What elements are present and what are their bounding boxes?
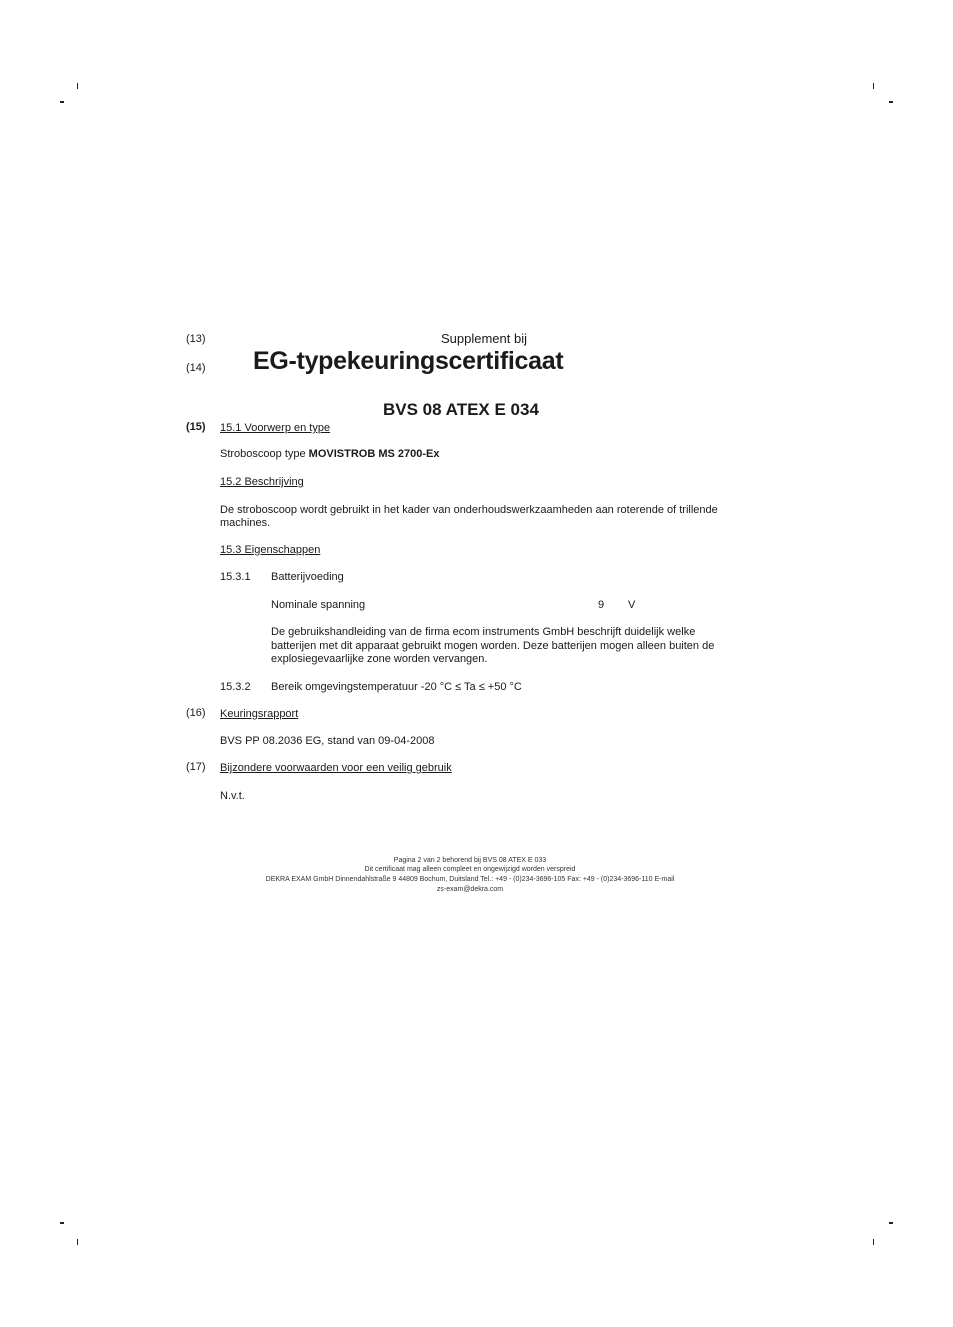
description-line-1: De stroboscoop wordt gebruikt in het kader van onderhoudswerkzaamheden aan roterende of trillende [220, 504, 718, 516]
footer-email: zs-exam@dekra.com [436, 886, 504, 893]
subsection-number-15-3-2: 15.3.2 [220, 681, 251, 693]
item-number-15: (15) [186, 421, 206, 433]
corner-mark-br-v [873, 1239, 874, 1245]
description-line-2: machines. [220, 517, 271, 529]
battery-note-line-3: explosiegevaarlijke zone worden vervangen. [271, 653, 488, 665]
heading-special-conditions: Bijzondere voorwaarden voor een veilig gebruik [220, 762, 452, 774]
item-number-17: (17) [186, 761, 206, 773]
nominal-voltage-unit: V [628, 599, 636, 611]
corner-mark-tl-v [77, 83, 78, 89]
test-report-reference: BVS PP 08.2036 EG, stand van 09-04-2008 [220, 735, 435, 747]
nominal-voltage-label: Nominale spanning [271, 599, 366, 611]
product-type-name: MOVISTROB MS 2700-Ex [308, 448, 440, 460]
corner-mark-tr-v [873, 83, 874, 89]
corner-mark-tr-h [889, 101, 893, 103]
subsection-number-15-3-1: 15.3.1 [220, 571, 251, 583]
ambient-temperature-range: Bereik omgevingstemperatuur -20 °C ≤ Ta ≤ +50 °C [271, 681, 522, 693]
heading-test-report: Keuringsrapport [220, 708, 299, 720]
product-type-prefix: Stroboscoop type [220, 448, 309, 460]
supplement-label: Supplement bij [441, 331, 527, 346]
footer-company-address: DEKRA EXAM GmbH Dinnendahlstraße 9 44809 Bochum, Duitsland Tel.: +49 - (0)234-3696-105 Fax: +49 - (0)234-3696-110 E-mail [265, 876, 675, 883]
heading-15-2: 15.2 Beschrijving [220, 476, 304, 488]
battery-note-line-2: batterijen met dit apparaat gebruikt mogen worden. Deze batterijen mogen alleen buiten de [271, 640, 715, 652]
footer-page-line: Pagina 2 van 2 behorend bij BVS 08 ATEX E 033 [393, 857, 547, 864]
item-number-14: (14) [186, 362, 206, 374]
corner-mark-tl-h [60, 101, 64, 103]
item-number-13: (13) [186, 333, 206, 345]
footer-distribution-note: Dit certificaat mag alleen compleet en ongewijzigd worden verspreid [364, 866, 576, 873]
subsection-title-battery: Batterijvoeding [271, 571, 344, 583]
heading-15-3: 15.3 Eigenschappen [220, 544, 321, 556]
corner-mark-br-h [889, 1222, 893, 1224]
certificate-number: BVS 08 ATEX E 034 [383, 400, 539, 419]
product-type [220, 447, 440, 461]
special-conditions-text: N.v.t. [220, 790, 245, 802]
nominal-voltage-value: 9 [598, 599, 605, 611]
corner-mark-bl-v [77, 1239, 78, 1245]
item-number-16: (16) [186, 707, 206, 719]
battery-note-line-1: De gebruikshandleiding van de firma ecom instruments GmbH beschrijft duidelijk welke [271, 626, 696, 638]
heading-15-1: 15.1 Voorwerp en type [220, 422, 331, 434]
page-title: EG-typekeuringscertificaat [253, 347, 564, 375]
corner-mark-bl-h [60, 1222, 64, 1224]
